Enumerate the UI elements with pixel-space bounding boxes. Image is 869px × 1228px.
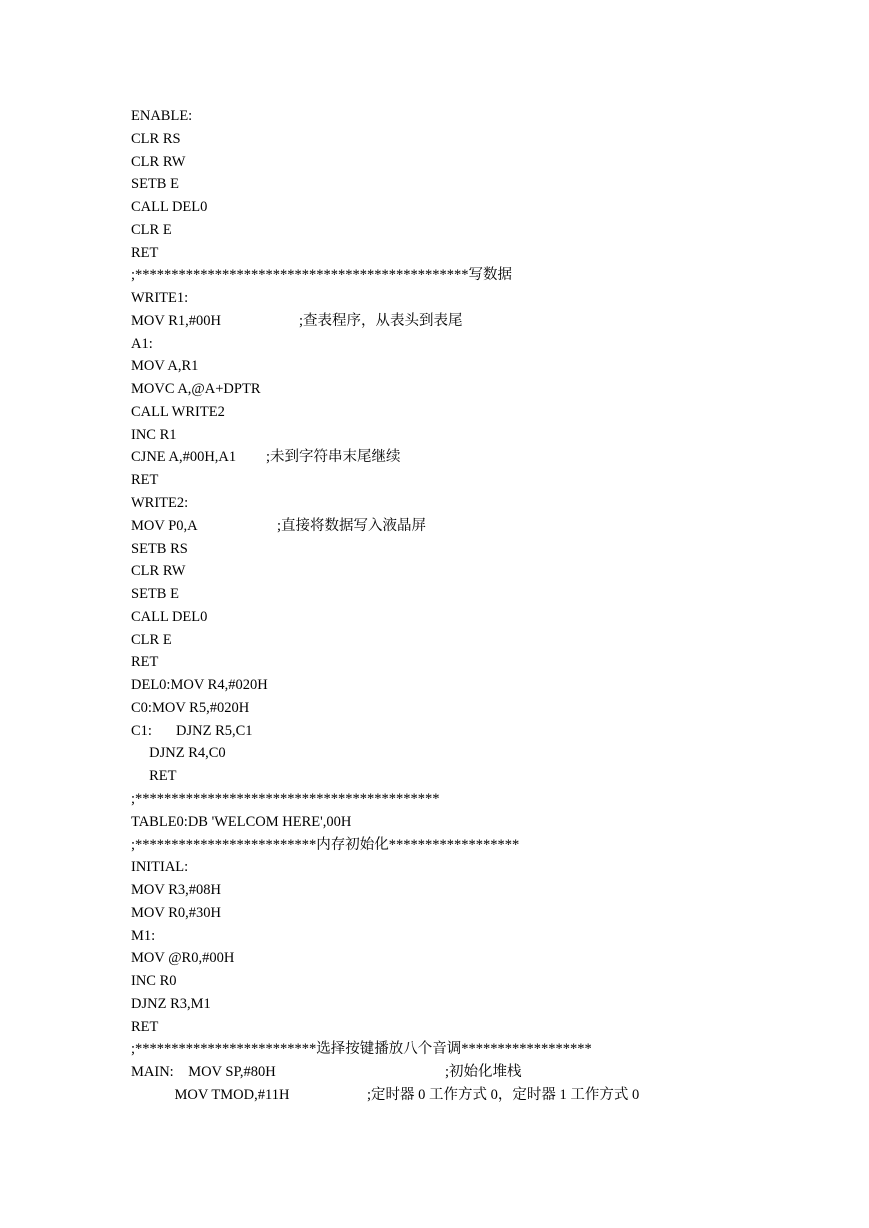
code-text: MOVC A,@A+DPTR <box>131 381 261 398</box>
code-text: MOV A,R1 <box>131 358 199 375</box>
code-text: C1: <box>131 722 152 739</box>
code-text: DEL0:MOV R4,#020H <box>131 677 268 694</box>
code-line <box>131 902 811 925</box>
code-line <box>131 765 811 788</box>
code-line <box>131 287 811 310</box>
code-comment: ;定时器 0 工作方式 0，定时器 1 工作方式 0 <box>367 1086 640 1103</box>
code-text: ;**********************************************写数据 <box>131 267 513 284</box>
code-comment: ;未到字符串末尾继续 <box>266 449 401 466</box>
code-text: ENABLE: <box>131 108 193 124</box>
code-line <box>131 879 811 902</box>
code-line <box>131 401 811 424</box>
code-text: CLR RW <box>131 153 186 170</box>
code-line <box>131 492 811 515</box>
code-text: CLR E <box>131 221 172 238</box>
code-text: MOV TMOD,#11H <box>131 1086 290 1103</box>
code-line <box>131 105 811 128</box>
code-line <box>131 674 811 697</box>
code-text: RET <box>131 768 177 785</box>
code-line <box>131 720 811 743</box>
code-line <box>131 128 811 151</box>
code-line <box>131 606 811 629</box>
assembly-code-listing <box>131 105 811 1107</box>
code-text: CALL DEL0 <box>131 608 208 625</box>
code-text: MOV @R0,#00H <box>131 950 235 967</box>
code-text: INC R1 <box>131 426 177 443</box>
code-line <box>131 310 811 333</box>
code-text: CALL WRITE2 <box>131 403 225 420</box>
code-text: SETB RS <box>131 540 188 557</box>
code-text: WRITE2: <box>131 495 189 512</box>
code-text: INITIAL: <box>131 859 189 876</box>
code-text: CLR E <box>131 631 172 648</box>
code-line <box>131 333 811 356</box>
code-line <box>131 446 811 469</box>
code-line <box>131 583 811 606</box>
code-line <box>131 515 811 538</box>
code-text: MAIN: MOV SP,#80H <box>131 1064 276 1081</box>
section-separator <box>131 1038 811 1061</box>
section-separator <box>131 834 811 857</box>
code-instruction: DJNZ R5,C1 <box>176 722 253 739</box>
code-text: DJNZ R3,M1 <box>131 995 211 1012</box>
code-text: MOV R0,#30H <box>131 904 221 921</box>
code-text: WRITE1: <box>131 290 189 307</box>
code-comment: ;初始化堆栈 <box>445 1064 522 1081</box>
code-text: TABLE0:DB 'WELCOM HERE',00H <box>131 813 352 830</box>
code-text: CALL DEL0 <box>131 199 208 216</box>
code-line <box>131 1016 811 1039</box>
code-line <box>131 538 811 561</box>
code-text: DJNZ R4,C0 <box>131 745 226 762</box>
code-text: SETB E <box>131 176 179 193</box>
code-line <box>131 925 811 948</box>
code-line <box>131 629 811 652</box>
code-text: MOV R3,#08H <box>131 882 221 899</box>
code-line <box>131 378 811 401</box>
code-line <box>131 242 811 265</box>
code-comment: ;查表程序，从表头到表尾 <box>299 312 463 329</box>
code-text: M1: <box>131 927 156 944</box>
section-separator <box>131 264 811 287</box>
code-line <box>131 196 811 219</box>
code-line <box>131 560 811 583</box>
code-line <box>131 697 811 720</box>
code-text: ;*************************选择按键播放八个音调****************** <box>131 1041 592 1058</box>
code-text: RET <box>131 244 159 261</box>
code-text: CLR RW <box>131 563 186 580</box>
section-separator <box>131 788 811 811</box>
code-text: ;*************************内存初始化****************** <box>131 836 520 853</box>
code-text: A1: <box>131 335 153 352</box>
code-text: C0:MOV R5,#020H <box>131 699 250 716</box>
code-line <box>131 811 811 834</box>
code-line <box>131 219 811 242</box>
code-line <box>131 469 811 492</box>
code-text: SETB E <box>131 586 179 603</box>
code-line <box>131 424 811 447</box>
code-line <box>131 947 811 970</box>
code-line <box>131 151 811 174</box>
code-text: MOV P0,A <box>131 517 198 534</box>
code-text: CJNE A,#00H,A1 <box>131 449 237 466</box>
code-text: MOV R1,#00H <box>131 312 221 329</box>
code-line <box>131 173 811 196</box>
code-text: RET <box>131 654 159 671</box>
code-text: RET <box>131 472 159 489</box>
code-line <box>131 993 811 1016</box>
code-text: ;****************************************** <box>131 790 440 807</box>
code-text: RET <box>131 1018 159 1035</box>
code-line <box>131 742 811 765</box>
code-line <box>131 651 811 674</box>
code-line <box>131 856 811 879</box>
code-line <box>131 1084 811 1107</box>
code-line <box>131 1061 811 1084</box>
code-text: CLR RS <box>131 130 181 147</box>
code-line <box>131 355 811 378</box>
code-line <box>131 970 811 993</box>
code-text: INC R0 <box>131 973 177 990</box>
code-comment: ;直接将数据写入液晶屏 <box>277 517 427 534</box>
